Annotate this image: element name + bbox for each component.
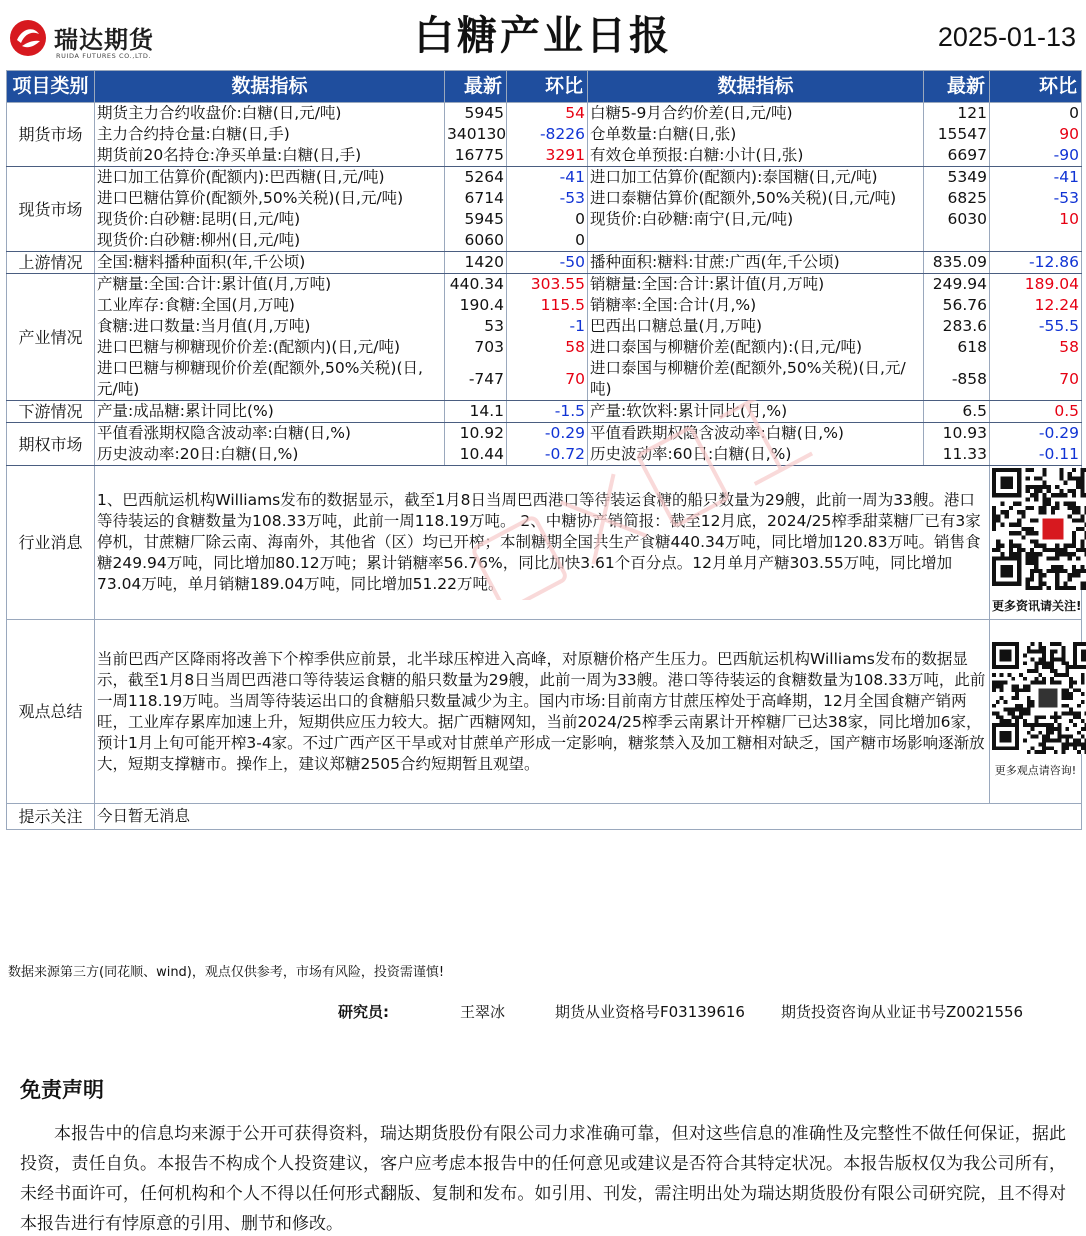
indicator-left: 现货价:白砂糖:柳州(日,元/吨) <box>95 230 445 252</box>
change-right: 70 <box>990 358 1082 401</box>
indicator-right: 销糖率:全国:合计(月,%) <box>588 295 924 316</box>
col-change-left: 环比 <box>507 71 588 103</box>
logo-chinese-name: 瑞达期货 <box>54 26 154 54</box>
table-row <box>7 209 1082 230</box>
change-left: 115.5 <box>507 295 588 316</box>
indicator-right <box>588 230 924 252</box>
change-left: -1.5 <box>507 401 588 423</box>
category-upstream: 上游情况 <box>7 252 95 274</box>
latest-right: 283.6 <box>924 316 990 337</box>
report-header <box>0 0 1086 68</box>
table-row <box>7 316 1082 337</box>
change-left: -0.29 <box>507 423 588 445</box>
latest-left: 5945 <box>445 103 507 125</box>
news-qr-caption: 更多资讯请关注! <box>992 599 1082 613</box>
category-futures: 期货市场 <box>7 103 95 167</box>
latest-left: 1420 <box>445 252 507 274</box>
latest-right: 56.76 <box>924 295 990 316</box>
latest-left: 10.44 <box>445 444 507 466</box>
indicator-left: 食糖:进口数量:当月值(月,万吨) <box>95 316 445 337</box>
indicator-right: 仓单数量:白糖(日,张) <box>588 124 924 145</box>
change-left: 0 <box>507 209 588 230</box>
viewpoint-text: 当前巴西产区降雨将改善下个榨季供应前景，北半球压榨进入高峰，对原糖价格产生压力。巴西航运机构Williams发布的数据显示，截至1月8日当周巴西港口等待装运食糖的船只数量为29艘，此前一周为33艘。港口等待装运的食糖数量为108.33万吨，此前一周118.19万吨。当周等待装运出口的食糖船只数量减少为主。国内市场:目前南方甘蔗压榨处于高峰期，12月全国食糖产销两旺，工业库存累库加速上升，短期供应压力较大。据广西糖网知，当前2024/25榨季云南累计开榨糖厂已达38家，同比增加6家，预计1月上旬可能开榨3-4家。不过广西产区干旱或对甘蔗单产形成一定影响，糖浆禁入及加工糖相对缺乏，国产糖市场影响逐渐放大，短期支撑糖市。操作上，建议郑糖2505合约短期暂且观望。 <box>95 620 990 804</box>
tips-label: 提示关注 <box>7 804 95 830</box>
indicator-left: 进口巴糖与柳糖现价价差:(配额内)(日,元/吨) <box>95 337 445 358</box>
latest-left: 14.1 <box>445 401 507 423</box>
indicator-right: 巴西出口糖总量(月,万吨) <box>588 316 924 337</box>
latest-left: 6714 <box>445 188 507 209</box>
report-title: 白糖产业日报 <box>414 13 672 59</box>
change-left: 3291 <box>507 145 588 167</box>
indicator-right: 现货价:白砂糖:南宁(日,元/吨) <box>588 209 924 230</box>
indicator-left: 平值看涨期权隐含波动率:白糖(日,%) <box>95 423 445 445</box>
change-right: 90 <box>990 124 1082 145</box>
indicator-left: 主力合约持仓量:白糖(日,手) <box>95 124 445 145</box>
indicator-right: 平值看跌期权隐含波动率:白糖(日,%) <box>588 423 924 445</box>
indicator-right: 销糖量:全国:合计:累计值(月,万吨) <box>588 274 924 296</box>
table-row <box>7 423 1082 445</box>
table-row <box>7 230 1082 252</box>
col-indicator-left: 数据指标 <box>95 71 445 103</box>
latest-right: 5349 <box>924 167 990 189</box>
indicator-right: 播种面积:糖料:甘蔗:广西(年,千公顷) <box>588 252 924 274</box>
category-spot: 现货市场 <box>7 167 95 252</box>
change-left: -8226 <box>507 124 588 145</box>
latest-left: 703 <box>445 337 507 358</box>
data-source-note: 数据来源第三方(同花顺、wind)，观点仅供参考，市场有风险，投资需谨慎! <box>8 965 445 980</box>
latest-left: 190.4 <box>445 295 507 316</box>
change-right: -12.86 <box>990 252 1082 274</box>
news-label: 行业消息 <box>7 466 95 620</box>
latest-right: 835.09 <box>924 252 990 274</box>
viewpoint-qr-caption: 更多观点请咨询! <box>994 764 1077 777</box>
col-change-right: 环比 <box>990 71 1082 103</box>
consulting-certificate-number: 期货投资咨询从业证书号Z0021556 <box>781 1003 1024 1021</box>
table-row <box>7 103 1082 125</box>
indicator-right: 白糖5-9月合约价差(日,元/吨) <box>588 103 924 125</box>
indicator-right: 进口泰国与柳糖价差(配额内):(日,元/吨) <box>588 337 924 358</box>
col-indicator-right: 数据指标 <box>588 71 924 103</box>
text-sections <box>7 466 1082 830</box>
latest-left: 53 <box>445 316 507 337</box>
indicator-left: 产糖量:全国:合计:累计值(月,万吨) <box>95 274 445 296</box>
indicator-right: 进口泰糖估算价(配额外,50%关税)(日,元/吨) <box>588 188 924 209</box>
researcher-label: 研究员: <box>338 1003 389 1021</box>
indicator-left: 进口巴糖与柳糖现价价差(配额外,50%关税)(日,元/吨) <box>95 358 445 401</box>
report-date: 2025-01-13 <box>937 22 1076 52</box>
indicator-left: 工业库存:食糖:全国(月,万吨) <box>95 295 445 316</box>
category-industry: 产业情况 <box>7 274 95 401</box>
change-right: 10 <box>990 209 1082 230</box>
latest-right: 6697 <box>924 145 990 167</box>
change-left: 70 <box>507 358 588 401</box>
logo-english-name: RUIDA FUTURES CO.,LTD. <box>56 52 152 60</box>
table-row <box>7 295 1082 316</box>
change-left: 58 <box>507 337 588 358</box>
qr-code-icon <box>992 468 1086 590</box>
researcher-name: 王翠冰 <box>460 1003 506 1021</box>
table-row <box>7 274 1082 296</box>
latest-right: 121 <box>924 103 990 125</box>
table-row <box>7 167 1082 189</box>
indicator-right: 进口泰国与柳糖价差(配额外,50%关税)(日,元/吨) <box>588 358 924 401</box>
change-left: -41 <box>507 167 588 189</box>
change-right: -90 <box>990 145 1082 167</box>
latest-left: -747 <box>445 358 507 401</box>
change-right: 12.24 <box>990 295 1082 316</box>
change-right: -55.5 <box>990 316 1082 337</box>
change-right: 0 <box>990 103 1082 125</box>
col-latest-left: 最新 <box>445 71 507 103</box>
indicator-left: 期货主力合约收盘价:白糖(日,元/吨) <box>95 103 445 125</box>
indicator-left: 期货前20名持仓:净买单量:白糖(日,手) <box>95 145 445 167</box>
col-latest-right: 最新 <box>924 71 990 103</box>
change-right: -53 <box>990 188 1082 209</box>
indicator-left: 进口加工估算价(配额内):巴西糖(日,元/吨) <box>95 167 445 189</box>
latest-right: 6.5 <box>924 401 990 423</box>
table-row <box>7 188 1082 209</box>
indicator-left: 全国:糖料播种面积(年,千公顷) <box>95 252 445 274</box>
latest-left: 440.34 <box>445 274 507 296</box>
latest-right: 249.94 <box>924 274 990 296</box>
latest-right: 618 <box>924 337 990 358</box>
change-right: 58 <box>990 337 1082 358</box>
indicator-left: 进口巴糖估算价(配额外,50%关税)(日,元/吨) <box>95 188 445 209</box>
disclaimer-title: 免责声明 <box>20 1078 104 1102</box>
indicator-right: 有效仓单预报:白糖:小计(日,张) <box>588 145 924 167</box>
indicator-left: 历史波动率:20日:白糖(日,%) <box>95 444 445 466</box>
latest-right: -858 <box>924 358 990 401</box>
table-row <box>7 444 1082 466</box>
table-row <box>7 401 1082 423</box>
col-category: 项目类别 <box>7 71 95 103</box>
latest-right: 11.33 <box>924 444 990 466</box>
indicator-left: 产量:成品糖:累计同比(%) <box>95 401 445 423</box>
change-right: 189.04 <box>990 274 1082 296</box>
viewpoint-row <box>7 620 1082 804</box>
latest-right <box>924 230 990 252</box>
category-downstream: 下游情况 <box>7 401 95 423</box>
change-left: -50 <box>507 252 588 274</box>
latest-right: 10.93 <box>924 423 990 445</box>
wechat-qr-code-icon <box>992 642 1086 754</box>
latest-left: 340130 <box>445 124 507 145</box>
viewpoint-label: 观点总结 <box>7 620 95 804</box>
indicator-right: 历史波动率:60日:白糖(日,%) <box>588 444 924 466</box>
latest-left: 5264 <box>445 167 507 189</box>
news-row <box>7 466 1082 620</box>
change-left: 303.55 <box>507 274 588 296</box>
data-table <box>6 70 1082 830</box>
latest-left: 6060 <box>445 230 507 252</box>
indicator-right: 产量:软饮料:累计同比(月,%) <box>588 401 924 423</box>
category-options: 期权市场 <box>7 423 95 466</box>
change-left: -53 <box>507 188 588 209</box>
change-left: -1 <box>507 316 588 337</box>
table-row <box>7 252 1082 274</box>
table-header-row <box>7 71 1082 103</box>
latest-right: 6030 <box>924 209 990 230</box>
change-left: 0 <box>507 230 588 252</box>
viewpoint-qr-cell <box>990 620 1082 804</box>
change-right: -0.11 <box>990 444 1082 466</box>
latest-left: 16775 <box>445 145 507 167</box>
latest-right: 6825 <box>924 188 990 209</box>
news-qr-cell <box>990 466 1082 620</box>
table-row <box>7 358 1082 401</box>
table-row <box>7 145 1082 167</box>
latest-right: 15547 <box>924 124 990 145</box>
latest-left: 10.92 <box>445 423 507 445</box>
disclaimer-body: 本报告中的信息均来源于公开可获得资料，瑞达期货股份有限公司力求准确可靠，但对这些信息的准确性及完整性不做任何保证，据此投资，责任自负。本报告不构成个人投资建议，客户应考虑本报告中的任何意见或建议是否符合其特定状况。本报告版权仅为我公司所有，未经书面许可，任何机构和个人不得以任何形式翻版、复制和发布。如引用、刊发，需注明出处为瑞达期货股份有限公司研究院，且不得对本报告进行有悖原意的引用、删节和修改。 <box>20 1124 1066 1234</box>
change-right: 0.5 <box>990 401 1082 423</box>
indicator-left: 现货价:白砂糖:昆明(日,元/吨) <box>95 209 445 230</box>
tips-row <box>7 804 1082 830</box>
change-left: 54 <box>507 103 588 125</box>
change-right: -0.29 <box>990 423 1082 445</box>
news-text: 1、巴西航运机构Williams发布的数据显示，截至1月8日当周巴西港口等待装运食糖的船只数量为29艘，此前一周为33艘。港口等待装运的食糖数量为108.33万吨，此前一周118.19万吨。 2、中糖协产销简报：截至12月底，2024/25榨季甜菜糖厂已有3家停机，甘蔗糖厂除云南、海南外，其他省（区）均已开榨；本制糖期全国共生产食糖440.34万吨，同比增加120.83万吨。销售食糖249.94万吨，同比增加80.12万吨；累计销糖率56.76%，同比加快3.61个百分点。12月单月产糖303.55万吨，同比增加73.04万吨，单月销糖189.04万吨，同比增加51.22万吨。 <box>95 466 990 620</box>
indicator-rows <box>7 103 1082 466</box>
indicator-right: 进口加工估算价(配额内):泰国糖(日,元/吨) <box>588 167 924 189</box>
table-row <box>7 124 1082 145</box>
qualification-number: 期货从业资格号F03139616 <box>555 1003 745 1021</box>
table-row <box>7 337 1082 358</box>
tips-text: 今日暂无消息 <box>95 804 1082 830</box>
change-right <box>990 230 1082 252</box>
change-right: -41 <box>990 167 1082 189</box>
latest-left: 5945 <box>445 209 507 230</box>
change-left: -0.72 <box>507 444 588 466</box>
